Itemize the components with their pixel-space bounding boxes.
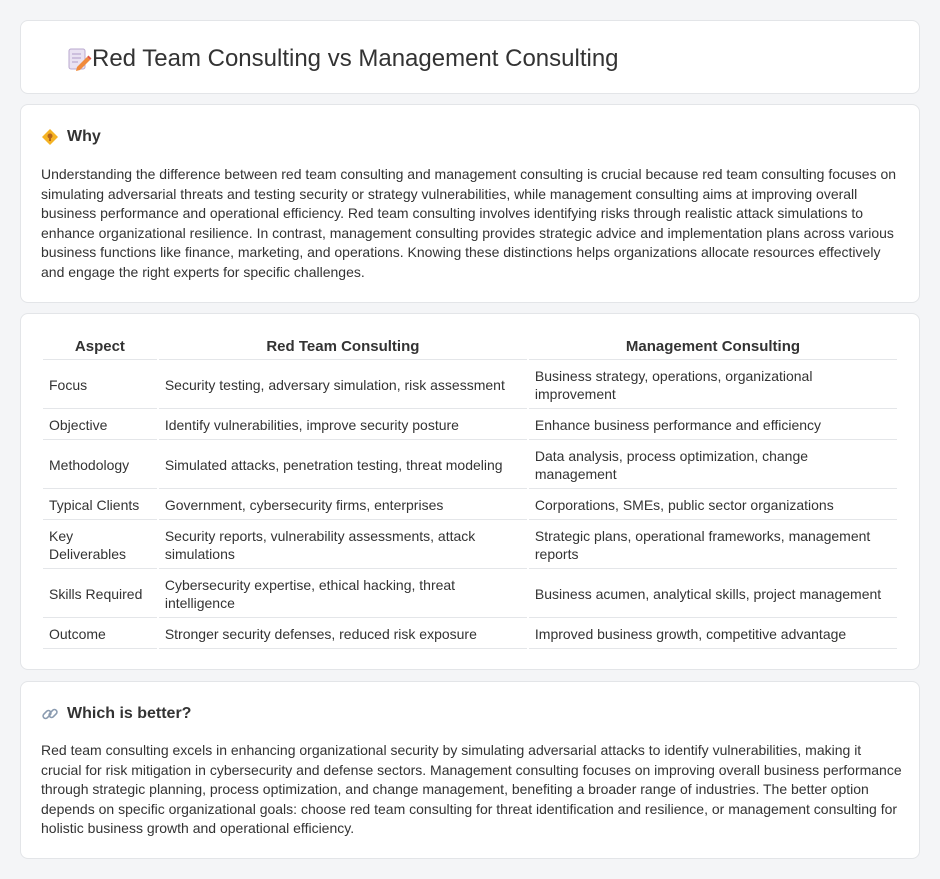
table-cell: Typical Clients	[43, 491, 157, 520]
column-header: Red Team Consulting	[159, 334, 527, 360]
header-card	[20, 20, 920, 94]
table-row	[43, 362, 897, 409]
table-cell: Simulated attacks, penetration testing, threat modeling	[159, 442, 527, 489]
table-row	[43, 522, 897, 569]
table-cell: Security reports, vulnerability assessments, attack simulations	[159, 522, 527, 569]
table-header-row	[43, 334, 897, 360]
table-row	[43, 620, 897, 649]
lightbulb-icon	[41, 128, 59, 146]
why-heading	[41, 127, 101, 147]
table-cell: Government, cybersecurity firms, enterprises	[159, 491, 527, 520]
table-row	[43, 491, 897, 520]
comparison-table-card	[20, 313, 920, 670]
table-cell: Stronger security defenses, reduced risk exposure	[159, 620, 527, 649]
table-cell: Business acumen, analytical skills, project management	[529, 571, 897, 618]
column-header: Management Consulting	[529, 334, 897, 360]
table-cell: Strategic plans, operational frameworks, management reports	[529, 522, 897, 569]
why-heading-label: Why	[67, 128, 101, 145]
table-row	[43, 442, 897, 489]
table-cell: Identify vulnerabilities, improve security posture	[159, 411, 527, 440]
table-cell: Security testing, adversary simulation, risk assessment	[159, 362, 527, 409]
table-cell: Business strategy, operations, organizational improvement	[529, 362, 897, 409]
table-cell: Improved business growth, competitive advantage	[529, 620, 897, 649]
page-title: Red Team Consulting vs Management Consulting	[92, 45, 619, 72]
column-header: Aspect	[43, 334, 157, 360]
better-heading	[41, 704, 191, 724]
table-cell: Skills Required	[43, 571, 157, 618]
table-cell: Outcome	[43, 620, 157, 649]
link-icon	[41, 705, 59, 723]
table-cell: Focus	[43, 362, 157, 409]
table-row	[43, 571, 897, 618]
table-cell: Corporations, SMEs, public sector organizations	[529, 491, 897, 520]
table-cell: Enhance business performance and efficiency	[529, 411, 897, 440]
why-section	[20, 104, 920, 303]
which-is-better-section	[20, 681, 920, 859]
why-text: Understanding the difference between red team consulting and management consulting is crucial because red team consulting focuses on simulating adversarial threats and testing security or strategy vulnerabilities, while management consulting aims at improving overall business performance and operational efficiency. Red team consulting involves identifying risks through realistic attack simulations to enhance organizational resilience. In contrast, management consulting provides strategic advice and implementation plans across various business functions like finance, marketing, and operations. Knowing these distinctions helps organizations allocate resources effectively and engage the right experts for specific challenges.	[41, 166, 897, 280]
table-cell: Cybersecurity expertise, ethical hacking, threat intelligence	[159, 571, 527, 618]
table-cell: Key Deliverables	[43, 522, 157, 569]
table-row	[43, 411, 897, 440]
comparison-table	[41, 332, 899, 651]
document-pencil-icon	[65, 47, 93, 73]
table-cell: Data analysis, process optimization, change management	[529, 442, 897, 489]
better-text: Red team consulting excels in enhancing organizational security by simulating adversarial attacks to identify vulnerabilities, making it crucial for risk mitigation in cybersecurity and defense sectors. Management consulting focuses on improving overall business performance through strategic planning, process optimization, and change management, benefiting a broader range of industries. The better option depends on specific organizational goals: choose red team consulting for threat identification and resilience, or management consulting for holistic business growth and operational efficiency.	[41, 742, 902, 836]
table-cell: Objective	[43, 411, 157, 440]
table-cell: Methodology	[43, 442, 157, 489]
better-heading-label: Which is better?	[67, 705, 192, 722]
